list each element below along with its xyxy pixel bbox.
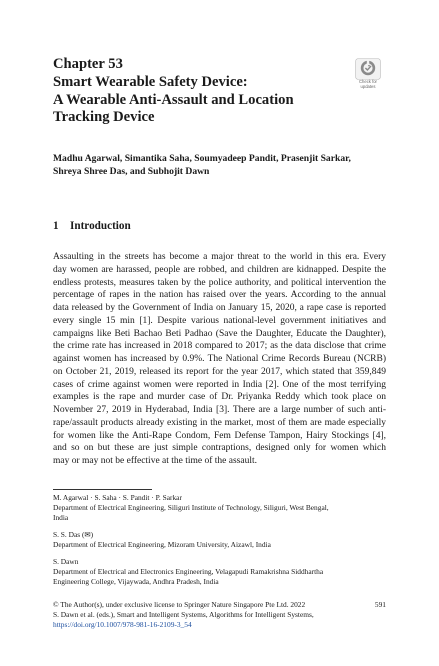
publication-footer	[53, 600, 386, 630]
affiliation-address: Department of Electrical and Electronics Engineering, Velagapudi Ramakrishna Siddhartha	[53, 567, 324, 576]
section-title: Introduction	[70, 220, 131, 232]
author-list	[53, 152, 383, 179]
body-line: examples is the rape and murder case of Dr. Priyanka Reddy which took place on	[53, 392, 386, 403]
page-number: 591	[374, 600, 386, 609]
body-line: and so on but these are just simple contraptions, designed only for women which	[53, 443, 386, 454]
chapter-title-line: A Wearable Anti-Assault and Location	[53, 91, 294, 108]
copyright-line: © The Author(s), under exclusive license to Springer Nature Singapore Pte Ltd. 2022	[53, 600, 306, 609]
body-line: every single 15 min [1]. Despite various national-level government initiatives and	[53, 315, 386, 326]
section-heading	[53, 220, 131, 232]
citation-line: S. Dawn et al. (eds.), Smart and Intelligent Systems, Algorithms for Intelligent Systems,	[53, 610, 314, 619]
affiliation-authors: M. Agarwal · S. Saha · S. Pandit · P. Sarkar	[53, 493, 182, 502]
chapter-title-line: Tracking Device	[53, 109, 155, 125]
affiliation-block	[53, 530, 386, 550]
body-line: endless protests, measures taken by the police authority, and political intervention the	[53, 277, 386, 288]
author-line: Shreya Shree Das, and Subhojit Dawn	[53, 166, 210, 178]
chapter-title-line: Smart Wearable Safety Device:	[53, 74, 248, 90]
affiliation-authors: S. S. Das (✉)	[53, 530, 94, 539]
body-line: November 27, 2019 in Hyderabad, India [3]. There are a large number of such anti-	[53, 405, 386, 415]
body-line: day women are harassed, people are robbed, and children are kidnapped. Despite the	[53, 264, 386, 275]
body-line: Assaulting in the streets has become a major threat to the world in this era. Every	[53, 252, 386, 262]
check-for-updates-icon	[355, 58, 381, 80]
body-paragraph	[53, 251, 386, 468]
body-line: on October 21, 2019, released its report for the year 2017, which stated that 359,849	[53, 366, 386, 377]
affiliation-address: Department of Electrical Engineering, Siliguri Institute of Technology, Siliguri, West Bengal,	[53, 503, 329, 512]
affiliation-address: Engineering College, Vijaywada, Andhra Pradesh, India	[53, 577, 219, 586]
doi-link[interactable]: https://doi.org/10.1007/978-981-16-2109-3_54	[53, 620, 192, 629]
body-line: rape/assault products already existing in the market, most of them are made especially	[53, 417, 386, 428]
body-line: percentage of rapes in the nation has raised over the years. According to the annual	[53, 290, 386, 301]
body-line: campaigns like Beti Bachao Beti Padhao (Save the Daughter, Educate the Daughter),	[53, 328, 386, 339]
section-number: 1	[53, 220, 59, 232]
body-line: against women has increased by 0.9%. The National Crime Records Bureau (NCRB)	[53, 354, 386, 364]
affiliation-address: India	[53, 513, 69, 522]
check-for-updates-label: Check for updates	[359, 79, 377, 89]
body-line: cases of crime against women were reported in India [2]. One of the most terrifying	[53, 379, 386, 390]
chapter-title	[53, 74, 353, 127]
body-line: data released by the Government of India on January 15, 2020, a rape case is reported	[53, 303, 386, 313]
body-line: for women like the Anti-Rape Condom, Fem Defense Tampon, Hairy Stockings [4],	[53, 430, 386, 441]
affiliation-authors: S. Dawn	[53, 557, 79, 566]
affiliation-address: Department of Electrical Engineering, Mizoram University, Aizawl, India	[53, 540, 271, 549]
body-line: the crime rate has increased in 2018 compared to 2017; as the data disclose that crime	[53, 341, 386, 352]
footnote-rule	[53, 489, 152, 490]
affiliation-block	[53, 557, 386, 587]
affiliation-block	[53, 493, 386, 523]
body-line: may or may not be effective at the time of the assault.	[53, 456, 258, 466]
chapter-label: Chapter 53	[53, 56, 123, 72]
author-line: Madhu Agarwal, Simantika Saha, Soumyadeep Pandit, Prasenjit Sarkar,	[53, 153, 351, 164]
